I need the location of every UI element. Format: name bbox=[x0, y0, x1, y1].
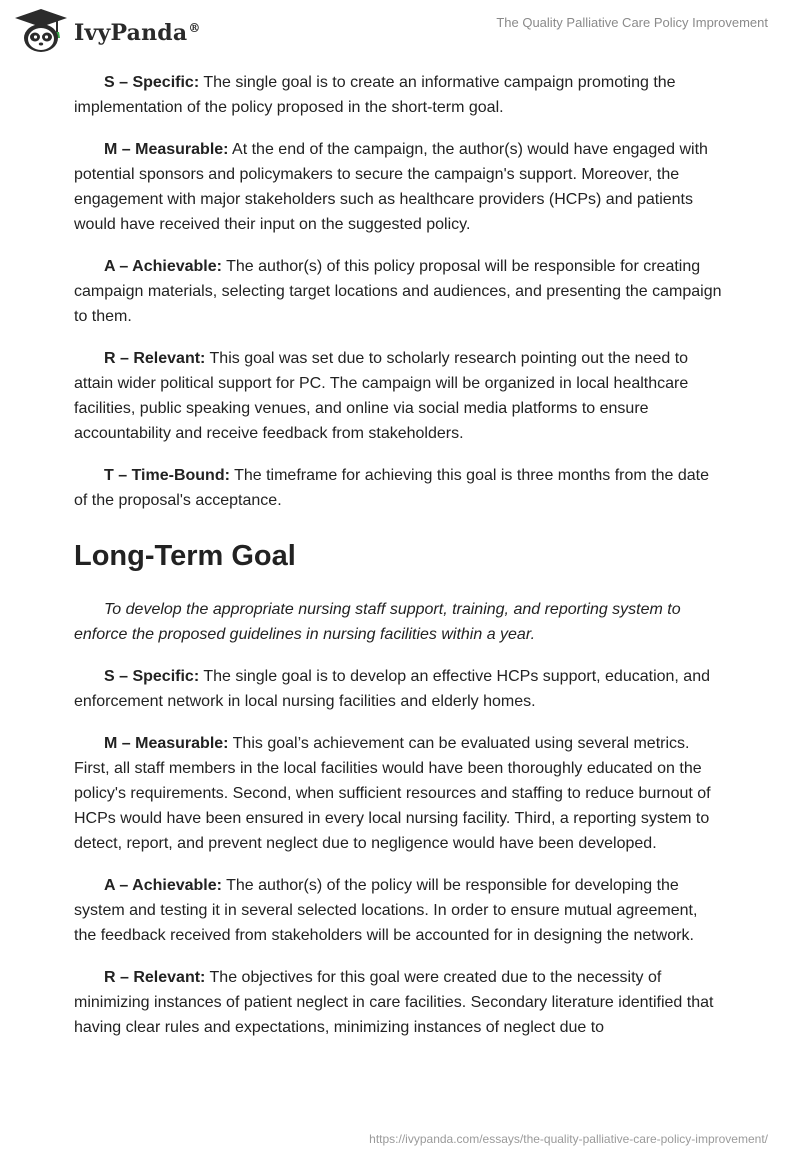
lt-smart-specific: S – Specific: The single goal is to develop an effective HCPs support, education, and enforcement network in local nursing facilities and elderly homes. bbox=[74, 668, 710, 710]
goal-statement: To develop the appropriate nursing staff support, training, and reporting system to enforce the proposed guidelines in nursing facilities within a year. bbox=[74, 601, 681, 643]
lt-smart-measurable: M – Measurable: This goal’s achievement can be evaluated using several metrics. First, all staff members in the local facilities would have been thoroughly educated on the policy's requirements. Second, when sufficient resources and staffing to reduce burnout of HCPs would have been ensured in every local nursing facility. Third, a reporting system to detect, report, and prevent neglect due to negligence would have been developed. bbox=[74, 735, 711, 852]
smart-specific: S – Specific: The single goal is to create an informative campaign promoting the implementation of the policy proposed in the short-term goal. bbox=[74, 74, 676, 116]
panda-graduate-icon bbox=[14, 8, 68, 54]
source-url[interactable]: https://ivypanda.com/essays/the-quality-palliative-care-policy-improvement/ bbox=[369, 1132, 768, 1146]
smart-relevant: R – Relevant: This goal was set due to scholarly research pointing out the need to attain wider political support for PC. The campaign will be organized in local healthcare facilities, public speaking venues, and online via social media platforms to ensure accountability and receive feedback from stakeholders. bbox=[74, 350, 689, 442]
lt-smart-achievable: A – Achievable: The author(s) of the policy will be responsible for developing the system and testing it in several selected locations. In order to ensure mutual agreement, the feedback received from stakeholders will be accounted for in designing the network. bbox=[74, 877, 698, 944]
essay-content bbox=[74, 70, 724, 1057]
document-title: The Quality Palliative Care Policy Improvement bbox=[496, 15, 768, 30]
page-header bbox=[0, 0, 800, 60]
lt-smart-relevant: R – Relevant: The objectives for this goal were created due to the necessity of minimizing instances of patient neglect in care facilities. Secondary literature identified that having clear rules and expectations, minimizing instances of neglect due to bbox=[74, 969, 714, 1036]
smart-time-bound: T – Time-Bound: The timeframe for achieving this goal is three months from the date of the proposal's acceptance. bbox=[74, 467, 709, 509]
brand-logo[interactable] bbox=[14, 8, 201, 54]
brand-name: IvyPanda® bbox=[74, 20, 201, 46]
smart-achievable: A – Achievable: The author(s) of this policy proposal will be responsible for creating campaign materials, selecting target locations and audiences, and presenting the campaign to them. bbox=[74, 258, 722, 325]
section-heading-long-term-goal: Long-Term Goal bbox=[74, 540, 296, 572]
smart-measurable: M – Measurable: At the end of the campaign, the author(s) would have engaged with potential sponsors and policymakers to secure the campaign's support. Moreover, the engagement with major stakeholders such as healthcare providers (HCPs) and patients would have received their input on the suggested policy. bbox=[74, 141, 708, 233]
